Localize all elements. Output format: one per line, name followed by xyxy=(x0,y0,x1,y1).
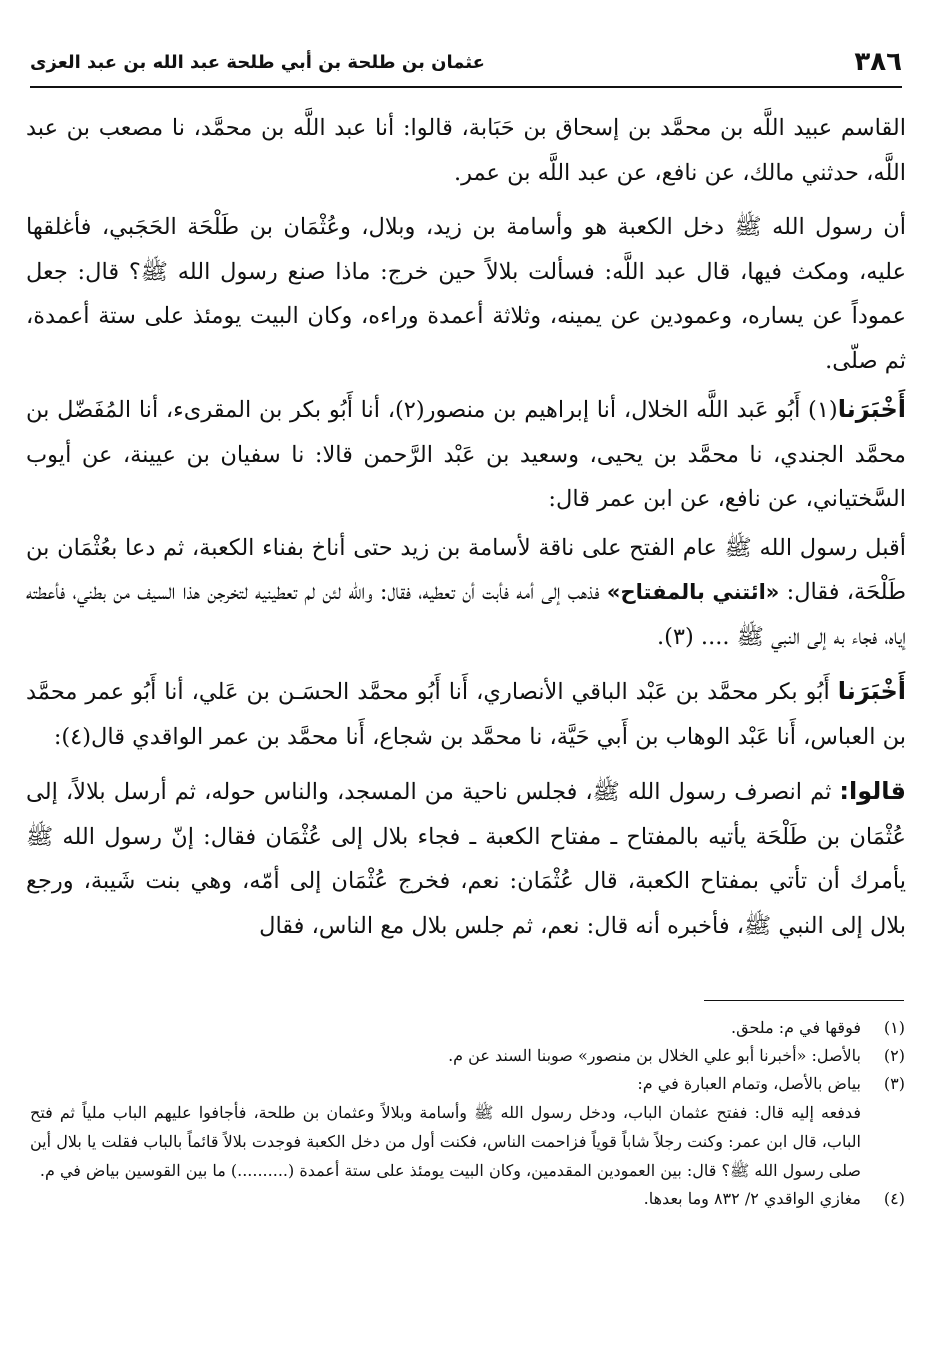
paragraph-4 xyxy=(26,526,906,660)
main-text xyxy=(26,106,906,948)
footnote-text: بالأصل: «أخبرنا أبو علي الخلال بن منصور» صوبنا السند عن م. xyxy=(448,1046,861,1065)
paragraph-4-text-b: فذهب إلى أمه فأبت أن تعطيه، فقال: والله لئن لم تعطينيه لتخرجن هذا السيف من بطني، فأعطته إياه، فجاء به إلى النبي ﷺ .... (٣). xyxy=(26,579,906,650)
header-rule xyxy=(30,86,902,88)
paragraph-6-lead: قالوا: xyxy=(839,777,906,805)
footnote-number: (٢) xyxy=(883,1046,905,1065)
paragraph-6 xyxy=(26,769,906,948)
paragraph-3-lead: أَخْبَرَنا xyxy=(837,395,906,423)
paragraph-3-text: (١) أَبُو عَبد اللَّه الخلال، أنا إبراهيم بن منصور(٢)، أنا أَبُو بكر بن المقرىء، أنا المُفَضّل بن محمَّد الجندي، نا محمَّد بن يحيى، وسعيد بن عَبْد الرَّحمن قالا: نا سفيان بن عيينة، عن أيوب السَّختياني، عن نافع، عن ابن عمر قال: xyxy=(26,397,906,512)
page-header xyxy=(30,42,902,82)
paragraph-6-text: ثم انصرف رسول الله ﷺ، فجلس ناحية من المسجد، والناس حوله، ثم أرسل بلالاً، إلى عُثْمَان بن طَلْحَة يأتيه بالمفتاح ـ مفتاح الكعبة ـ فجاء بلال إلى عُثْمَان فقال: إنّ رسول الله ﷺ يأمرك أن تأتي بمفتاح الكعبة، قال عُثْمَان: نعم، فخرج عُثْمَان إلى أمّه، وهي بنت شَيبة، ورجع بلال إلى النبي ﷺ، فأخبره أنه قال: نعم، ثم جلس بلال مع الناس، فقال xyxy=(26,779,906,939)
footnote-text: مغازي الواقدي ٢/ ٨٣٢ وما بعدها. xyxy=(643,1189,861,1208)
paragraph-1: القاسم عبيد اللَّه بن محمَّد بن إسحاق بن حَبَابة، قالوا: أنا عبد اللَّه بن محمَّد، نا مصعب بن عبد اللَّه، حدثني مالك، عن نافع، عن عبد اللَّه بن عمر. xyxy=(26,115,906,186)
paragraph-5 xyxy=(26,669,906,759)
footnote-4 xyxy=(30,1185,905,1213)
paragraph-4-quote: «ائتني بالمفتاح» xyxy=(606,580,780,604)
running-title: عثمان بن طلحة بن أبي طلحة عبد الله بن عبد العزى xyxy=(30,51,485,73)
paragraph-5-text: أَبُو بكر محمَّد بن عَبْد الباقي الأنصاري، أَنا أَبُو محمَّد الحسَـن بن عَلي، أنا أَبُو عمر محمَّد بن العباس، أَنا عَبْد الوهاب بن أَبي حَيَّة، نا محمَّد بن شجاع، أَنا محمَّد بن عمر الواقدي قال(٤): xyxy=(26,679,906,750)
paragraph-2: أن رسول الله ﷺ دخل الكعبة هو وأسامة بن زيد، وبلال، وعُثْمَان بن طَلْحَة الحَجَبي، فأغلقها عليه، ومكث فيها، قال عبد اللَّه: فسألت بلالاً حين خرج: ماذا صنع رسول الله ﷺ؟ قال: جعل عموداً عن يساره، وعمودين عن يمينه، وثلاثة أعمدة وراءه، وكان البيت يومئذ على ستة أعمدة، ثم صلّى. xyxy=(26,214,906,374)
footnotes xyxy=(30,1014,905,1213)
paragraph-5-lead: أَخْبَرَنا xyxy=(837,677,906,705)
paragraph-4-text-a: أقبل رسول الله ﷺ عام الفتح على ناقة لأسامة بن زيد حتى أناخ بفناء الكعبة، ثم دعا بعُثْمَان بن طَلْحَة، فقال: xyxy=(26,534,907,605)
footnote-number: (٤) xyxy=(883,1189,905,1208)
footnote-number: (٣) xyxy=(883,1074,905,1093)
footnote-1 xyxy=(30,1014,905,1042)
page-number: ٣٨٦ xyxy=(854,47,902,77)
footnote-3-quote: فدفعه إليه قال: ففتح عثمان الباب، ودخل رسول الله ﷺ وأسامة وبلالاً وعثمان بن طلحة، فأجافوا عليهم الباب ملياً ثم فتح الباب، قال ابن عمر: وكنت رجلاً شاباً قوياً فزاحمت الناس، فكنت أول من دخل الكعبة فوجدت بلالاً قائماً بالباب فقلت يا بلال أين صلى رسول الله ﷺ؟ قال: بين العمودين المقدمين، وكان البيت يومئذ على ستة أعمدة (..........) ما بين القوسين بياض في م. xyxy=(30,1103,861,1180)
footnote-2 xyxy=(30,1042,905,1070)
footnote-number: (١) xyxy=(883,1018,905,1037)
paragraph-3 xyxy=(26,387,906,522)
footnote-rule xyxy=(704,1000,904,1001)
footnote-3 xyxy=(30,1070,905,1098)
footnote-text: بياض بالأصل، وتمام العبارة في م: xyxy=(637,1074,861,1093)
footnote-text: فوقها في م: ملحق. xyxy=(731,1018,861,1037)
